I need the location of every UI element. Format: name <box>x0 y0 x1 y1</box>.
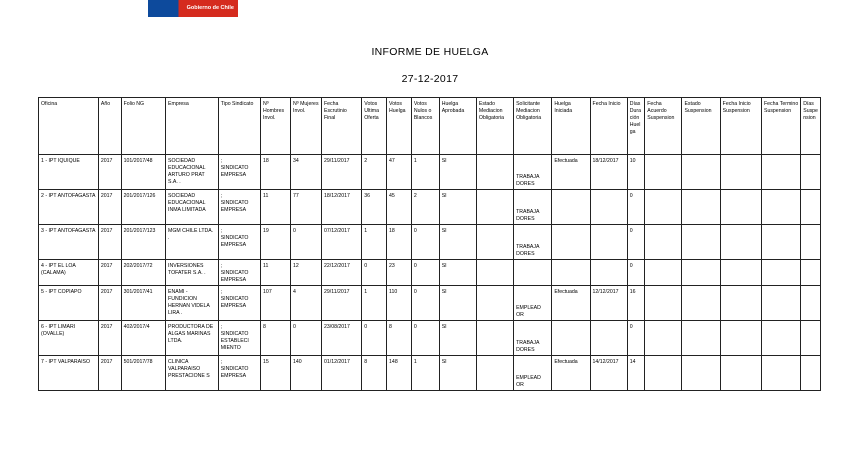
cell-fecha-escrutinio: 01/12/2017 <box>321 356 361 391</box>
cell-votos-huelga: 110 <box>387 286 412 321</box>
cell-tipo <box>218 286 260 321</box>
cell-dias: 10 <box>627 155 645 190</box>
cell-votos-oferta: 8 <box>362 356 387 391</box>
cell-empresa: SOCIEDAD EDUCACIONAL INMA LIMITADA <box>166 190 219 225</box>
cell-fecha-escrutinio: 18/12/2017 <box>321 190 361 225</box>
cell-solicitante: TRABAJA DORES <box>514 190 552 225</box>
cell-dias: 0 <box>627 190 645 225</box>
cell-votos-nulos: 1 <box>411 155 439 190</box>
cell-folio: 201/2017/126 <box>121 190 165 225</box>
column-header: Votos Huelga <box>387 98 412 155</box>
table-row <box>39 225 821 260</box>
column-header: Estado Mediacion Obligatoria <box>476 98 513 155</box>
tipo-sindicato-line: SINDICATO <box>220 270 249 276</box>
cell-fecha-escrutinio: 29/11/2017 <box>321 155 361 190</box>
cell-inicio-susp <box>720 260 761 286</box>
cell-aprobada: SI <box>439 225 476 260</box>
cell-oficina: 5 - IPT COPIAPO <box>39 286 99 321</box>
cell-dias-susp <box>801 356 821 391</box>
tipo-sindicato-line: SINDICATO <box>220 366 249 372</box>
tipo-sindicato-line: ESTABLECI MIENTO <box>220 338 249 351</box>
cell-solicitante: TRABAJA DORES <box>514 155 552 190</box>
table-row <box>39 260 821 286</box>
tipo-sindicato-line: ; <box>220 324 223 330</box>
column-header: Nº Hombres Invol. <box>261 98 291 155</box>
table-row <box>39 286 821 321</box>
cell-votos-nulos: 2 <box>411 190 439 225</box>
cell-acuerdo-susp <box>645 286 682 321</box>
cell-oficina: 4 - IPT EL LOA (CALAMA) <box>39 260 99 286</box>
cell-mujeres: 0 <box>291 225 322 260</box>
cell-hombres: 11 <box>261 260 291 286</box>
cell-anio: 2017 <box>98 286 121 321</box>
report-date: 27-12-2017 <box>401 73 459 85</box>
cell-acuerdo-susp <box>645 260 682 286</box>
cell-iniciada <box>552 260 590 286</box>
cell-folio: 301/2017/41 <box>121 286 165 321</box>
cell-fecha-inicio: 18/12/2017 <box>590 155 627 190</box>
cell-fecha-escrutinio: 23/08/2017 <box>321 321 361 356</box>
strike-report-table <box>38 97 821 391</box>
cell-mujeres: 77 <box>291 190 322 225</box>
cell-termino-susp <box>761 286 800 321</box>
cell-estado-susp <box>682 286 720 321</box>
cell-estado-susp <box>682 190 720 225</box>
tipo-sindicato-line: ; <box>220 289 223 295</box>
table-row <box>39 321 821 356</box>
cell-estado-susp <box>682 321 720 356</box>
cell-anio: 2017 <box>98 260 121 286</box>
cell-fecha-escrutinio: 22/12/2017 <box>321 260 361 286</box>
cell-fecha-inicio <box>590 190 627 225</box>
cell-fecha-inicio: 12/12/2017 <box>590 286 627 321</box>
cell-estado-med <box>476 155 513 190</box>
cell-folio: 202/2017/72 <box>121 260 165 286</box>
cell-votos-huelga: 8 <box>387 321 412 356</box>
cell-hombres: 11 <box>261 190 291 225</box>
tipo-sindicato-line: SINDICATO <box>220 331 249 337</box>
cell-estado-med <box>476 286 513 321</box>
cell-solicitante: TRABAJA DORES <box>514 225 552 260</box>
cell-folio: 101/2017/48 <box>121 155 165 190</box>
cell-iniciada <box>552 225 590 260</box>
cell-empresa: PRODUCTORA DE ALGAS MARINAS LTDA. <box>166 321 219 356</box>
cell-inicio-susp <box>720 321 761 356</box>
cell-oficina: 1 - IPT IQUIQUE <box>39 155 99 190</box>
tipo-sindicato-line: ; <box>220 193 223 199</box>
cell-votos-oferta: 36 <box>362 190 387 225</box>
cell-votos-oferta: 2 <box>362 155 387 190</box>
tipo-sindicato-line: ; <box>220 158 223 164</box>
cell-dias-susp <box>801 321 821 356</box>
report-title: INFORME DE HUELGA <box>371 46 489 58</box>
cell-votos-nulos: 1 <box>411 356 439 391</box>
column-header: Oficina <box>39 98 99 155</box>
cell-termino-susp <box>761 225 800 260</box>
cell-iniciada: Efectuada <box>552 155 590 190</box>
column-header: Fecha Escrutinio Final <box>321 98 361 155</box>
cell-fecha-escrutinio: 29/11/2017 <box>321 286 361 321</box>
column-header: Huelga Aprobada <box>439 98 476 155</box>
cell-mujeres: 4 <box>291 286 322 321</box>
column-header: Folio NG <box>121 98 165 155</box>
cell-estado-susp <box>682 260 720 286</box>
cell-folio: 402/2017/4 <box>121 321 165 356</box>
tipo-sindicato-line: SINDICATO <box>220 235 249 241</box>
tipo-sindicato-line: EMPRESA <box>220 172 247 178</box>
cell-fecha-inicio <box>590 321 627 356</box>
cell-estado-susp <box>682 225 720 260</box>
cell-hombres: 8 <box>261 321 291 356</box>
column-header: Empresa <box>166 98 219 155</box>
column-header: Fecha Acuerdo Suspension <box>645 98 682 155</box>
cell-folio: 201/2017/123 <box>121 225 165 260</box>
cell-anio: 2017 <box>98 155 121 190</box>
cell-votos-huelga: 18 <box>387 225 412 260</box>
table-body <box>39 155 821 391</box>
cell-tipo <box>218 321 260 356</box>
cell-termino-susp <box>761 356 800 391</box>
cell-tipo <box>218 260 260 286</box>
tipo-sindicato-line: EMPRESA <box>220 207 247 213</box>
cell-estado-med <box>476 321 513 356</box>
cell-dias-susp <box>801 190 821 225</box>
cell-mujeres: 34 <box>291 155 322 190</box>
table-row <box>39 155 821 190</box>
cell-votos-nulos: 0 <box>411 260 439 286</box>
cell-votos-huelga: 148 <box>387 356 412 391</box>
cell-hombres: 107 <box>261 286 291 321</box>
cell-iniciada <box>552 190 590 225</box>
column-header: Votos Nulos o Blancos <box>411 98 439 155</box>
cell-votos-nulos: 0 <box>411 321 439 356</box>
cell-dias: 16 <box>627 286 645 321</box>
cell-estado-med <box>476 260 513 286</box>
cell-fecha-inicio <box>590 260 627 286</box>
cell-dias: 0 <box>627 321 645 356</box>
cell-empresa: INVERSIONES TOFATER S.A. . <box>166 260 219 286</box>
cell-estado-med <box>476 225 513 260</box>
tipo-sindicato-line: EMPRESA <box>220 303 247 309</box>
cell-dias-susp <box>801 225 821 260</box>
cell-inicio-susp <box>720 286 761 321</box>
cell-termino-susp <box>761 155 800 190</box>
cell-solicitante: TRABAJA DORES <box>514 321 552 356</box>
cell-hombres: 18 <box>261 155 291 190</box>
cell-termino-susp <box>761 190 800 225</box>
cell-anio: 2017 <box>98 225 121 260</box>
cell-tipo <box>218 190 260 225</box>
cell-solicitante: EMPLEAD OR <box>514 356 552 391</box>
cell-aprobada: SI <box>439 260 476 286</box>
cell-fecha-inicio <box>590 225 627 260</box>
cell-votos-oferta: 0 <box>362 260 387 286</box>
tipo-sindicato-line: SINDICATO <box>220 296 249 302</box>
cell-votos-nulos: 0 <box>411 225 439 260</box>
cell-dias-susp <box>801 286 821 321</box>
cell-tipo <box>218 356 260 391</box>
cell-inicio-susp <box>720 225 761 260</box>
column-header: Días Duración Huelga <box>627 98 645 155</box>
tipo-sindicato-line: EMPRESA <box>220 277 247 283</box>
cell-termino-susp <box>761 321 800 356</box>
column-header: Días Suspension <box>801 98 821 155</box>
column-header: Año <box>98 98 121 155</box>
cell-estado-susp <box>682 356 720 391</box>
cell-votos-oferta: 0 <box>362 321 387 356</box>
cell-mujeres: 140 <box>291 356 322 391</box>
cell-anio: 2017 <box>98 190 121 225</box>
column-header: Fecha Inicio <box>590 98 627 155</box>
column-header: Estado Suspension <box>682 98 720 155</box>
column-header: Tipo Sindicato <box>218 98 260 155</box>
cell-tipo <box>218 225 260 260</box>
cell-fecha-inicio: 14/12/2017 <box>590 356 627 391</box>
tipo-sindicato-line: EMPRESA <box>220 242 247 248</box>
cell-empresa: ENAMI - FUNDICION HERNAN VIDELA LIRA . <box>166 286 219 321</box>
cell-empresa: CLINICA VALPARAISO PRESTACIONE S <box>166 356 219 391</box>
cell-votos-huelga: 23 <box>387 260 412 286</box>
cell-acuerdo-susp <box>645 321 682 356</box>
cell-iniciada: Efectuada <box>552 286 590 321</box>
column-header: Nº Mujeres Invol. <box>291 98 322 155</box>
cell-acuerdo-susp <box>645 225 682 260</box>
column-header: Solicitante Mediacion Obligatoria <box>514 98 552 155</box>
cell-aprobada: SI <box>439 356 476 391</box>
tipo-sindicato-line: EMPRESA <box>220 373 247 379</box>
cell-oficina: 7 - IPT VALPARAISO <box>39 356 99 391</box>
table-row <box>39 190 821 225</box>
cell-votos-huelga: 47 <box>387 155 412 190</box>
cell-solicitante: EMPLEAD OR <box>514 286 552 321</box>
cell-dias: 0 <box>627 260 645 286</box>
cell-tipo <box>218 155 260 190</box>
cell-inicio-susp <box>720 155 761 190</box>
column-header: Huelga Iniciada <box>552 98 590 155</box>
cell-dias: 0 <box>627 225 645 260</box>
cell-empresa: SOCIEDAD EDUCACIONAL ARTURO PRAT S.A. . <box>166 155 219 190</box>
cell-hombres: 15 <box>261 356 291 391</box>
cell-hombres: 19 <box>261 225 291 260</box>
cell-aprobada: SI <box>439 190 476 225</box>
cell-empresa: MGM CHILE LTDA. . <box>166 225 219 260</box>
tipo-sindicato-line: SINDICATO <box>220 200 249 206</box>
cell-oficina: 3 - IPT ANTOFAGASTA <box>39 225 99 260</box>
column-header: Fecha Inicio Suspension <box>720 98 761 155</box>
cell-aprobada: SI <box>439 286 476 321</box>
cell-votos-huelga: 45 <box>387 190 412 225</box>
cell-votos-nulos: 0 <box>411 286 439 321</box>
column-header: Votos Ultima Oferta <box>362 98 387 155</box>
cell-anio: 2017 <box>98 356 121 391</box>
cell-termino-susp <box>761 260 800 286</box>
cell-dias-susp <box>801 155 821 190</box>
table-row <box>39 356 821 391</box>
cell-folio: 501/2017/78 <box>121 356 165 391</box>
cell-acuerdo-susp <box>645 155 682 190</box>
tipo-sindicato-line: SINDICATO <box>220 165 249 171</box>
logo-text: Gobierno de Chile <box>186 5 234 11</box>
gobierno-de-chile-logo <box>148 0 238 17</box>
cell-mujeres: 12 <box>291 260 322 286</box>
cell-iniciada: Efectuada <box>552 356 590 391</box>
cell-oficina: 2 - IPT ANTOFAGASTA <box>39 190 99 225</box>
cell-estado-med <box>476 356 513 391</box>
cell-aprobada: SI <box>439 321 476 356</box>
cell-acuerdo-susp <box>645 356 682 391</box>
table-header-row <box>39 98 821 155</box>
column-header: Fecha Termino Suspension <box>761 98 800 155</box>
cell-inicio-susp <box>720 356 761 391</box>
cell-iniciada <box>552 321 590 356</box>
cell-oficina: 6 - IPT LIMARI (OVALLE) <box>39 321 99 356</box>
cell-fecha-escrutinio: 07/12/2017 <box>321 225 361 260</box>
cell-dias-susp <box>801 260 821 286</box>
cell-votos-oferta: 1 <box>362 225 387 260</box>
cell-dias: 14 <box>627 356 645 391</box>
cell-anio: 2017 <box>98 321 121 356</box>
cell-estado-susp <box>682 155 720 190</box>
cell-solicitante <box>514 260 552 286</box>
cell-estado-med <box>476 190 513 225</box>
cell-aprobada: SI <box>439 155 476 190</box>
tipo-sindicato-line: ; <box>220 359 223 365</box>
cell-acuerdo-susp <box>645 190 682 225</box>
cell-votos-oferta: 1 <box>362 286 387 321</box>
cell-inicio-susp <box>720 190 761 225</box>
tipo-sindicato-line: ; <box>220 228 223 234</box>
cell-mujeres: 0 <box>291 321 322 356</box>
tipo-sindicato-line: ; <box>220 263 223 269</box>
